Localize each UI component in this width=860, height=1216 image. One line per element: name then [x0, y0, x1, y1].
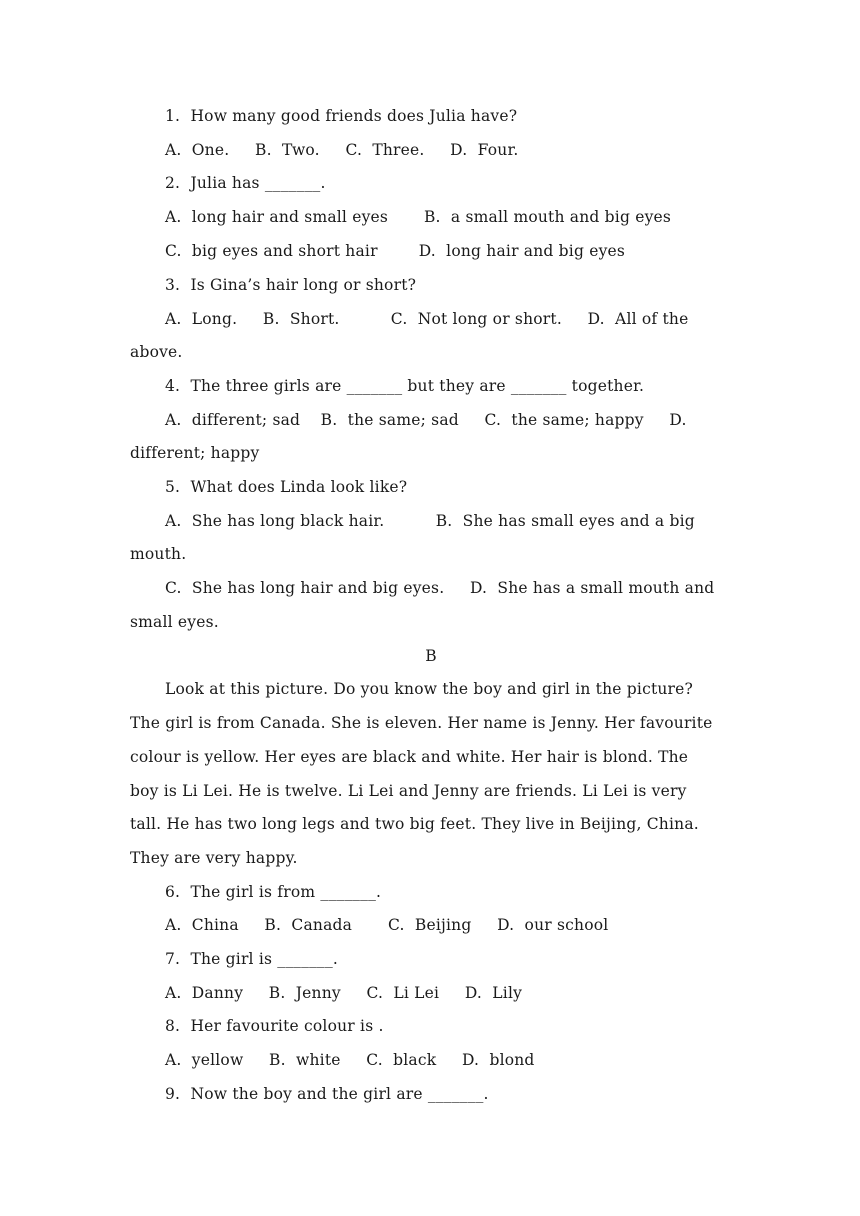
question-3: 3. Is Gina’s hair long or short?	[165, 276, 417, 294]
question-4-options: A. different; sad B. the same; sad C. the same; happy D.	[165, 411, 687, 429]
question-8: 8. Her favourite colour is .	[165, 1017, 384, 1035]
question-3-options-cont: above.	[130, 343, 183, 361]
question-4-options-cont: different; happy	[130, 444, 260, 462]
question-5-option-ab-cont: mouth.	[130, 545, 187, 563]
question-5-option-cd: C. She has long hair and big eyes. D. She has a small mouth and	[165, 579, 715, 597]
passage-line: The girl is from Canada. She is eleven. Her name is Jenny. Her favourite	[130, 714, 713, 732]
question-5-option-ab: A. She has long black hair. B. She has small eyes and a big	[165, 512, 695, 530]
question-2: 2. Julia has _______.	[165, 174, 326, 192]
passage-line: boy is Li Lei. He is twelve. Li Lei and Jenny are friends. Li Lei is very	[130, 782, 687, 800]
passage-line: They are very happy.	[130, 849, 298, 867]
question-5-option-cd-cont: small eyes.	[130, 613, 219, 631]
question-3-options: A. Long. B. Short. C. Not long or short. D. All of the	[165, 310, 689, 328]
section-heading: B	[425, 647, 437, 665]
question-4: 4. The three girls are _______ but they are _______ together.	[165, 377, 645, 395]
question-6-options: A. China B. Canada C. Beijing D. our school	[165, 916, 609, 934]
question-7-options: A. Danny B. Jenny C. Li Lei D. Lily	[165, 984, 523, 1002]
question-5: 5. What does Linda look like?	[165, 478, 408, 496]
passage-line: tall. He has two long legs and two big feet. They live in Beijing, China.	[130, 815, 699, 833]
question-7: 7. The girl is _______.	[165, 950, 339, 968]
question-6: 6. The girl is from _______.	[165, 883, 382, 901]
question-8-options: A. yellow B. white C. black D. blond	[165, 1051, 535, 1069]
question-1-options: A. One. B. Two. C. Three. D. Four.	[165, 141, 519, 159]
question-2-options-ab: A. long hair and small eyes B. a small mouth and big eyes	[165, 208, 672, 226]
passage-line: Look at this picture. Do you know the boy and girl in the picture?	[165, 680, 694, 698]
question-1: 1. How many good friends does Julia have?	[165, 107, 518, 125]
question-9: 9. Now the boy and the girl are _______.	[165, 1085, 489, 1103]
passage-line: colour is yellow. Her eyes are black and white. Her hair is blond. The	[130, 748, 689, 766]
question-2-options-cd: C. big eyes and short hair D. long hair and big eyes	[165, 242, 626, 260]
